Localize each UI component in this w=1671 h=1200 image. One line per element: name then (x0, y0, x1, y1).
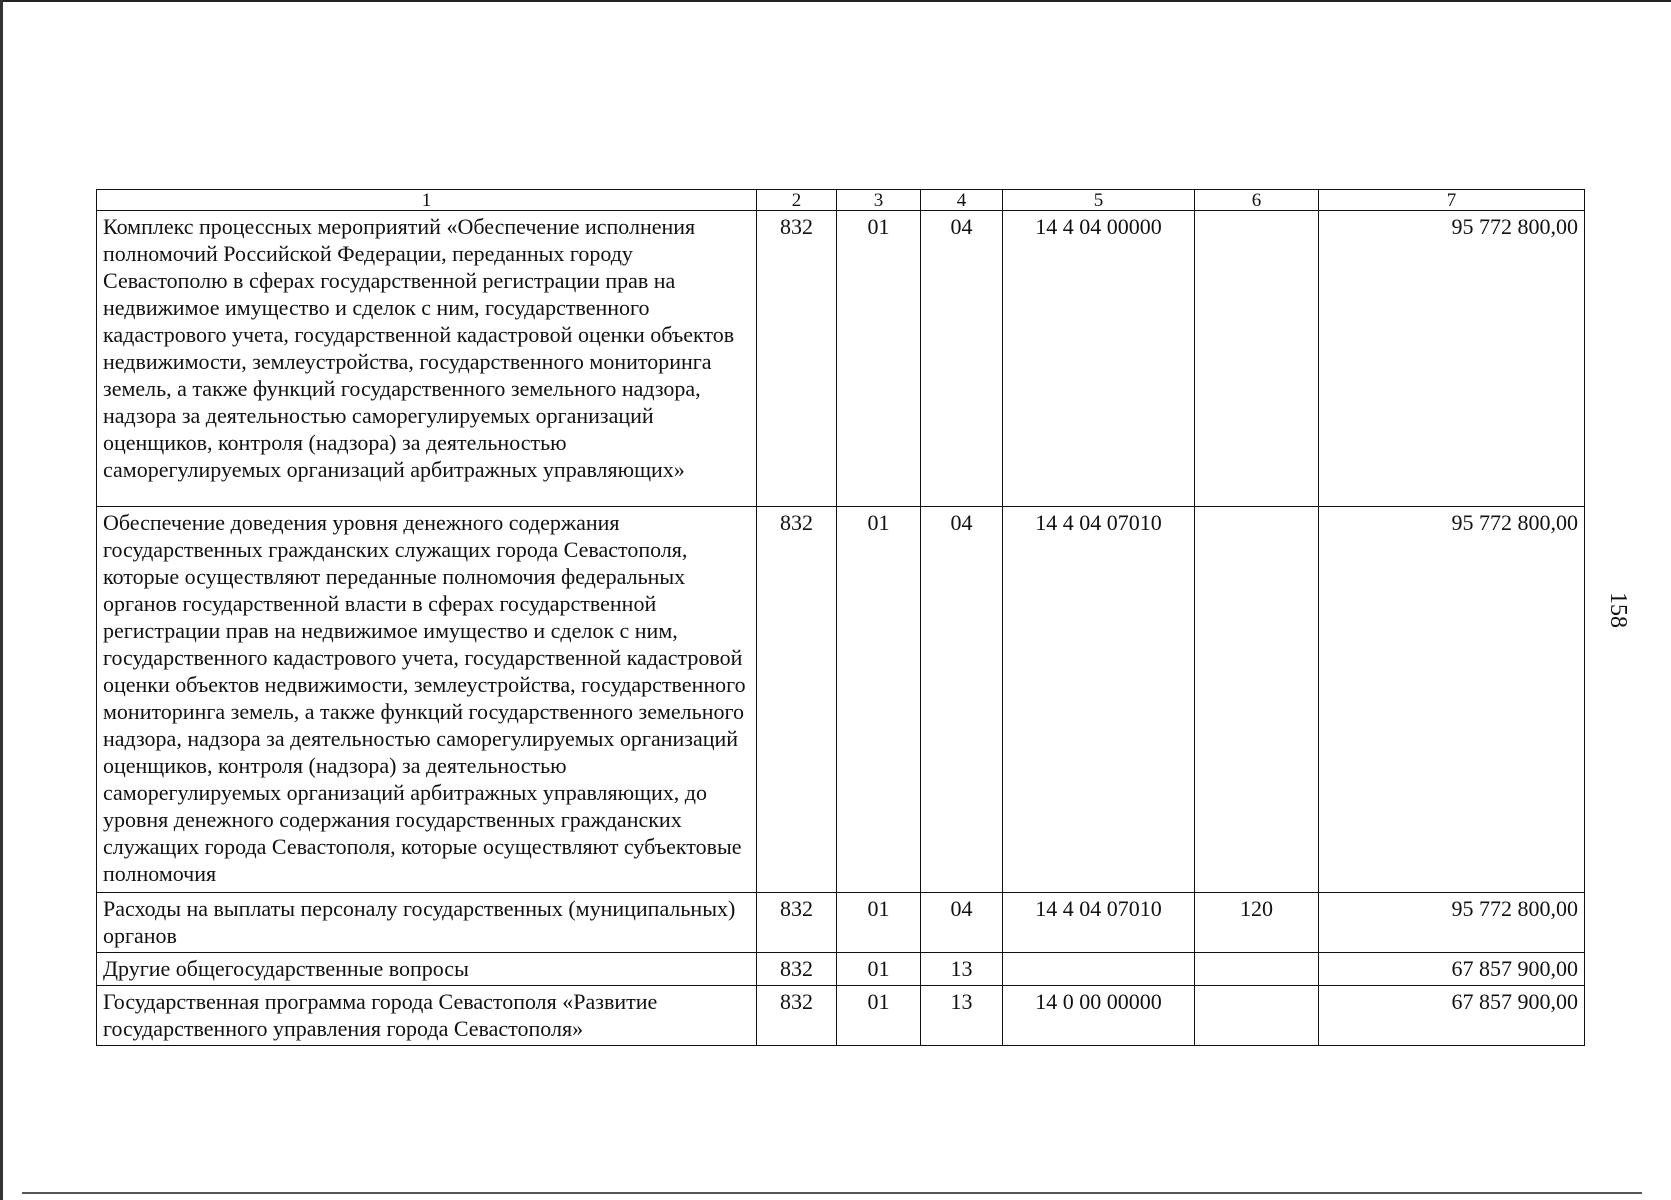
row-code-4: 13 (921, 953, 1003, 986)
row-code-4: 04 (921, 507, 1003, 893)
row-code-6 (1195, 507, 1319, 893)
row-code-2: 832 (757, 893, 837, 953)
page-number: 158 (1605, 592, 1631, 628)
scan-top-edge (0, 0, 1671, 2)
table-row (97, 507, 1585, 893)
column-number: 5 (1003, 190, 1195, 211)
row-code-5: 14 4 04 00000 (1003, 211, 1195, 507)
table-row (97, 893, 1585, 953)
column-number-row (97, 190, 1585, 211)
row-code-5: 14 4 04 07010 (1003, 507, 1195, 893)
column-number: 4 (921, 190, 1003, 211)
row-code-5: 14 4 04 07010 (1003, 893, 1195, 953)
column-number: 6 (1195, 190, 1319, 211)
row-code-6: 120 (1195, 893, 1319, 953)
row-code-4: 13 (921, 986, 1003, 1046)
row-code-6 (1195, 953, 1319, 986)
row-code-4: 04 (921, 211, 1003, 507)
column-number: 1 (97, 190, 757, 211)
column-number: 2 (757, 190, 837, 211)
row-name: Расходы на выплаты персоналу государственных (муниципальных) органов (97, 893, 757, 953)
row-amount: 95 772 800,00 (1319, 211, 1585, 507)
row-code-2: 832 (757, 953, 837, 986)
row-code-5 (1003, 953, 1195, 986)
row-name: Другие общегосударственные вопросы (97, 953, 757, 986)
budget-table (96, 189, 1585, 1046)
row-code-6 (1195, 211, 1319, 507)
table-row (97, 211, 1585, 507)
scan-bottom-rule (22, 1192, 1642, 1194)
row-amount: 67 857 900,00 (1319, 986, 1585, 1046)
row-code-3: 01 (837, 953, 921, 986)
row-name: Обеспечение доведения уровня денежного содержания государственных гражданских служащих города Севастополя, которые осуществляют переданные полномочия федеральных органов государственной власти в сферах государственной регистрации прав на недвижимое имущество и сделок с ним, государственного кадастрового учета, государственной кадастровой оценки объектов недвижимости, землеустройства, государственного мониторинга земель, а также функций государственного земельного надзора, надзора за деятельностью саморегулируемых организаций оценщиков, контроля (надзора) за деятельностью саморегулируемых организаций арбитражных управляющих, до уровня денежного содержания государственных гражданских служащих города Севастополя, которые осуществляют субъектовые полномочия (97, 507, 757, 893)
row-name: Комплекс процессных мероприятий «Обеспечение исполнения полномочий Российской Федерации, переданных городу Севастополю в сферах государственной регистрации прав на недвижимое имущество и сделок с ним, государственного кадастрового учета, государственной кадастровой оценки объектов недвижимости, землеустройства, государственного мониторинга земель, а также функций государственного земельного надзора, надзора за деятельностью саморегулируемых организаций оценщиков, контроля (надзора) за деятельностью саморегулируемых организаций арбитражных управляющих» (97, 211, 757, 507)
row-code-2: 832 (757, 507, 837, 893)
scan-left-edge (0, 0, 3, 1200)
table-row (97, 986, 1585, 1046)
row-code-2: 832 (757, 986, 837, 1046)
row-code-6 (1195, 986, 1319, 1046)
row-code-3: 01 (837, 893, 921, 953)
row-code-3: 01 (837, 507, 921, 893)
row-code-3: 01 (837, 211, 921, 507)
row-code-5: 14 0 00 00000 (1003, 986, 1195, 1046)
row-code-2: 832 (757, 211, 837, 507)
row-amount: 95 772 800,00 (1319, 507, 1585, 893)
row-code-4: 04 (921, 893, 1003, 953)
column-number: 3 (837, 190, 921, 211)
row-amount: 95 772 800,00 (1319, 893, 1585, 953)
column-number: 7 (1319, 190, 1585, 211)
table-row (97, 953, 1585, 986)
row-name: Государственная программа города Севастополя «Развитие государственного управления города Севастополя» (97, 986, 757, 1046)
row-code-3: 01 (837, 986, 921, 1046)
row-amount: 67 857 900,00 (1319, 953, 1585, 986)
